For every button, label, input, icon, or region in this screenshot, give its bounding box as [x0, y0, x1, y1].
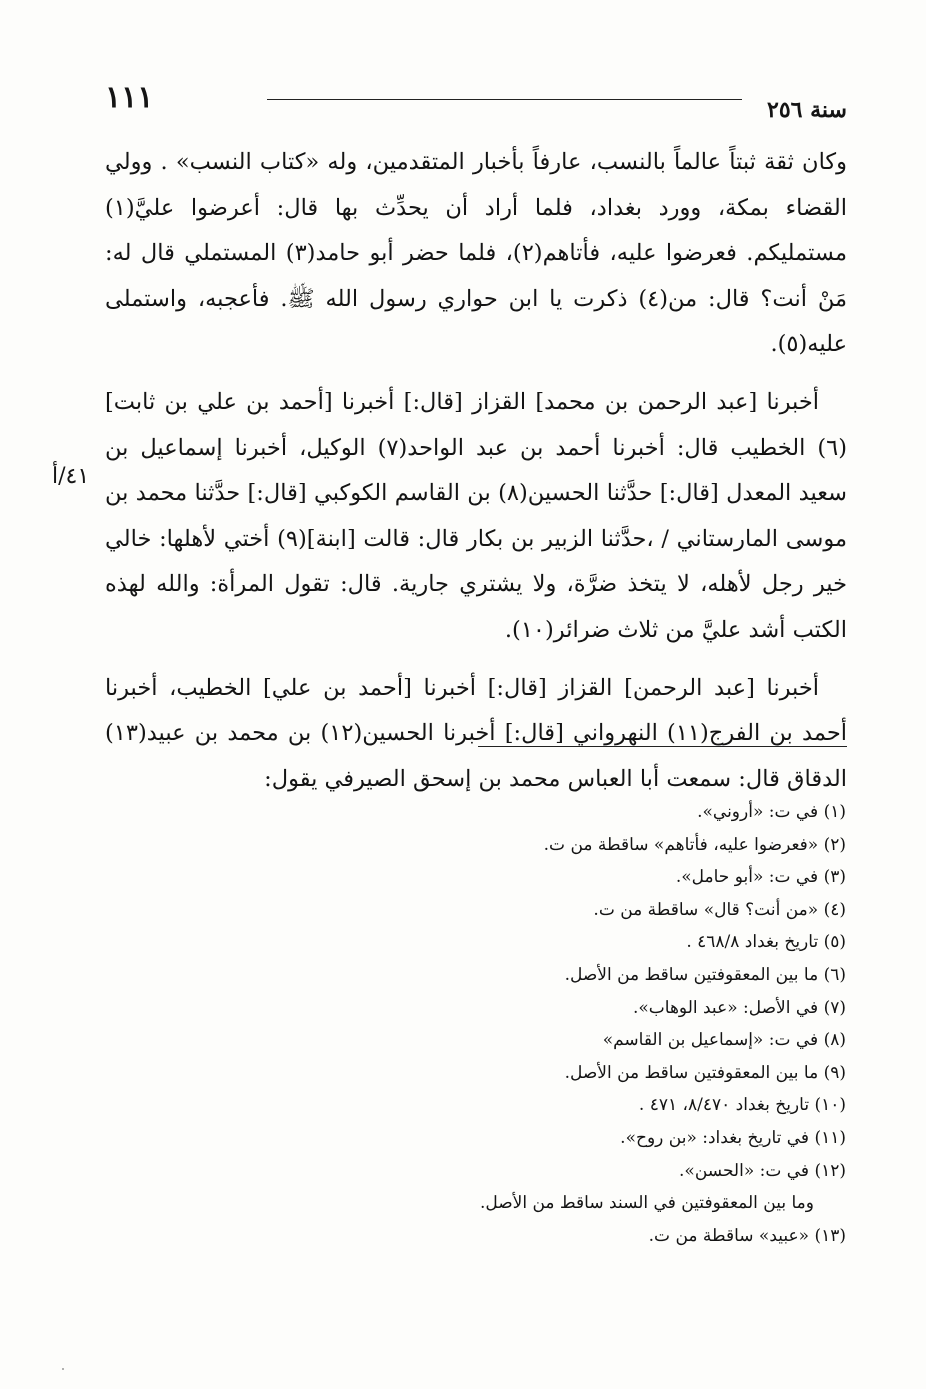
footnote-12-continuation: وما بين المعقوفتين في السند ساقط من الأصل. [479, 1193, 814, 1214]
header-rule [267, 99, 742, 100]
footnote-10: (١٠) تاريخ بغداد ٨/٤٧٠، ٤٧١ . [638, 1095, 846, 1116]
paragraph-1: وكان ثقة ثبتاً عالماً بالنسب، عارفاً بأخبار المتقدمين، وله «كتاب النسب» . وولي القضاء بمكة، وورد بغداد، فلما أراد أن يحدِّث بها قال: أعرضوا عليَّ(١) مستمليكم. فعرضوا عليه، فأتاهم(٢)، فلما حضر أبو حامد(٣) المستملي قال له: مَنْ أنت؟ قال: من(٤) ذكرت يا ابن حواري رسول الله ﷺ. فأعجبه، واستملى عليه(٥). [105, 149, 847, 358]
page-header [105, 78, 847, 123]
running-head: سنة ٢٥٦ [767, 97, 847, 123]
footnote-4: (٤) «من أنت؟ قال» ساقطة من ت. [593, 899, 846, 920]
paragraph-3: أخبرنا [عبد الرحمن] القزاز [قال:] أخبرنا [أحمد بن علي] الخطيب، أخبرنا أحمد بن الفرج(١١) النهرواني [قال:] أخبرنا الحسين(١٢) بن محمد بن عبيد(١٣) الدقاق قال: سمعت أبا العباس محمد بن إسحق الصيرفي يقول: [105, 674, 847, 792]
footnote-8: (٨) في ت: «إسماعيل بن القاسم» [602, 1030, 846, 1051]
footnote-13: (١٣) «عبيد» ساقطة من ت. [648, 1225, 846, 1246]
footnote-6: (٦) ما بين المعقوفتين ساقط من الأصل. [564, 964, 846, 985]
manuscript-folio-marker: ٤١/أ [52, 464, 90, 489]
footnote-3: (٣) في ت: «أبو حامل». [675, 867, 846, 888]
footnote-12: (١٢) في ت: «الحسن». [679, 1160, 846, 1181]
page-number: ١١١ [105, 80, 154, 115]
footnote-7: (٧) في الأصل: «عبد الوهاب». [632, 997, 846, 1018]
footnote-1: (١) في ت: «أروني». [697, 802, 846, 822]
paragraph-2: أخبرنا [عبد الرحمن بن محمد] القزاز [قال:] أخبرنا [أحمد بن علي بن ثابت](٦) الخطيب قال: أخبرنا أحمد بن عبد الواحد(٧) الوكيل، أخبرنا إسماعيل بن سعيد المعدل [قال:] حدَّثنا الحسين(٨) بن القاسم الكوكبي [قال:] حدَّثنا محمد بن موسى المارستاني / ،حدَّثنا الزبير بن بكار قال: قالت [ابنة](٩) أختي لأهلها: خالي خير رجل لأهله، لا يتخذ ضرَّة، ولا يشتري جارية. قال: تقول المرأة: والله لهذه الكتب أشد عليَّ من ثلاث ضرائر(١٠). [105, 388, 848, 643]
footnote-separator [478, 746, 847, 747]
footnotes [326, 796, 846, 1252]
footnote-9: (٩) ما بين المعقوفتين ساقط من الأصل. [564, 1062, 846, 1083]
footnote-2: (٢) «فعرضوا عليه، فأتاهم» ساقطة من ت. [543, 834, 846, 855]
scan-speck [62, 1368, 64, 1370]
footnote-11: (١١) في تاريخ بغداد: «بن روح». [620, 1127, 846, 1148]
footnote-5: (٥) تاريخ بغداد ٤٦٨/٨ . [686, 932, 846, 953]
main-text [105, 140, 847, 802]
